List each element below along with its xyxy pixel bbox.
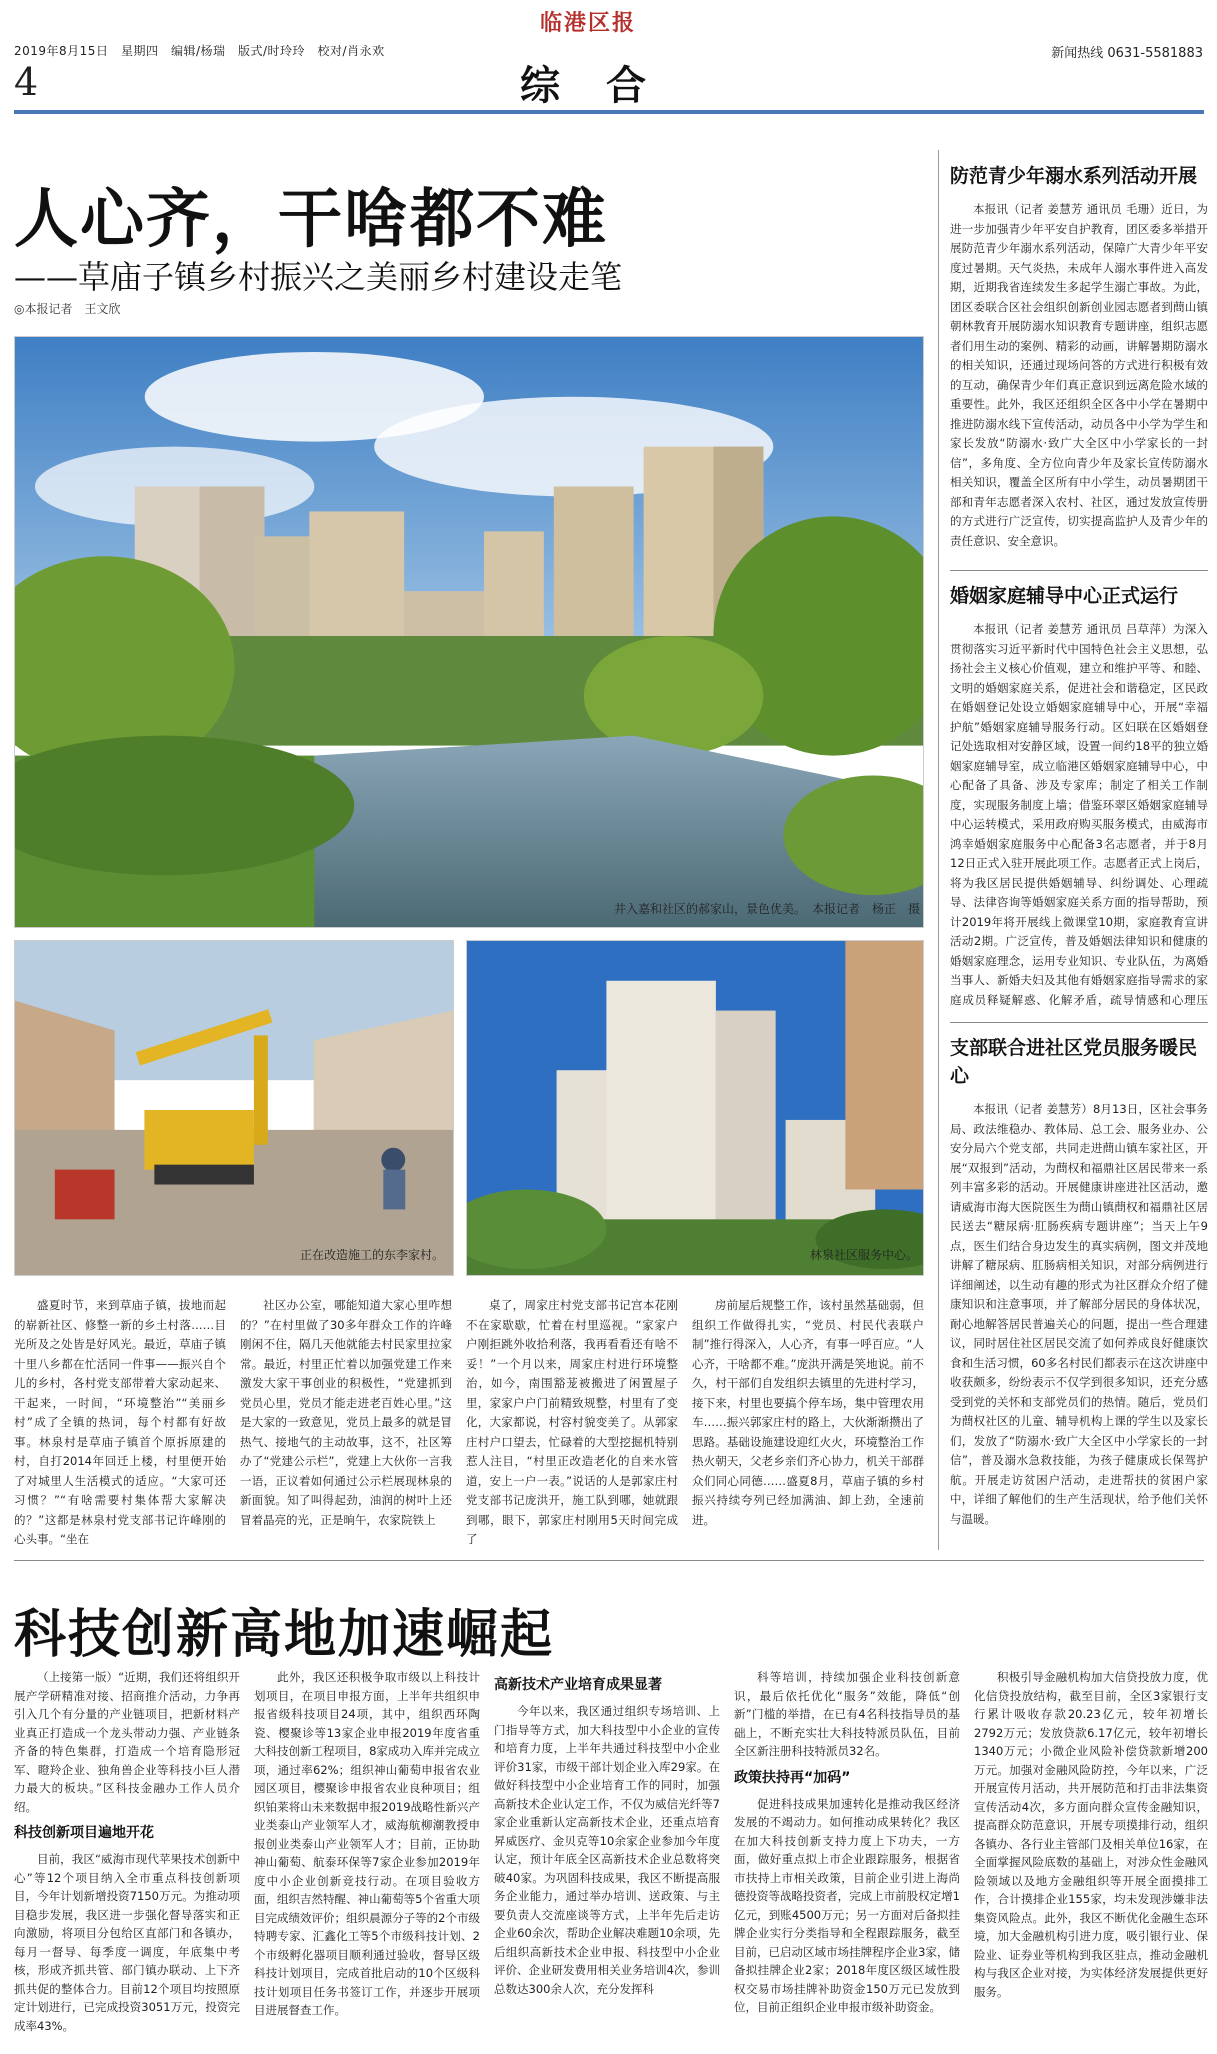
side-divider-1 — [950, 570, 1208, 571]
photo2-caption: 正在改造施工的东李家村。 — [299, 1248, 444, 1262]
side2-text: 本报讯（记者 姜慧芳 通讯员 吕草萍）为深入贯彻落实习近平新时代中国特色社会主义思想，弘扬社会主义核心价值观，建立和维护平等、和睦、文明的婚姻家庭关系，促进社会和谐稳定，区民政在婚姻登记处设立婚姻家庭辅导中心，开展“幸福护航”婚姻家庭辅导服务行动。区妇联在区婚姻登记处选取相对安静区域，设置一间约18平的独立婚姻家庭辅导室，成立临港区婚姻家庭辅导中心，中心配备了具备、涉及专家库；制定了相关工作制度，实现服务制度上墙；借鉴环翠区婚姻家庭辅导中心运转模式，采用政府购买服务模式，由威海市鸿幸婚姻家庭服务中心配备3名志愿者，并于8月12日正式入驻开展此项工作。志愿者正式上岗后，将为我区居民提供婚姻辅导、纠纷调处、心理疏导、法律咨询等婚姻家庭关系方面的指导帮助，预计2019年将开展线上微课堂10期，家庭教育宣讲活动2期。广泛宣传，普及婚姻法律知识和健康的婚姻家庭理念，运用专业知识、专业队伍，为离婚当事人、新婚夫妇及其他有婚姻家庭指导需求的家庭成员释疑解惑、化解矛盾，疏导情感和心理压 — [950, 622, 1208, 1007]
tech-column-5 — [974, 1668, 1208, 2040]
header-rule — [14, 110, 1204, 114]
tech-column-2 — [254, 1668, 480, 2040]
side-divider-2 — [950, 1022, 1208, 1023]
tech-col4-text: 科等培训，持续加强企业科技创新意识，最后依托优化“服务”效能，降低“创新”门槛的举措，在已有4名科技指导员的基础上，不断充实壮大科技特派员队伍，目前全区新注册科技特派员32名。 — [734, 1670, 960, 1758]
main-subhead: ——草庙子镇乡村振兴之美丽乡村建设走笔 — [14, 258, 623, 296]
tech-subtitle-hightech: 高新技术产业培育成果显著 — [494, 1677, 662, 1693]
tech-column-1 — [14, 1668, 240, 2040]
tech-col5-text: 积极引导金融机构加大信贷投放力度，优化信贷投放结构，截至目前，全区3家银行支行累计吸收存款20.23亿元，较年初增长2792万元；发放贷款6.17亿元，较年初增长1340万元；小微企业风险补偿贷款新增200万元。加强对金融风险防控，今年以来，广泛开展宣传月活动，共开展防范和打击非法集资宣传活动4次，多方面向群众宣传金融知识，提高群众防范意识，开展专项摸排行动，组织各镇办、各行业主管部门及相关单位16家，在全面掌握风险底数的基础上，对涉众性金融风险领域以及地方金融组织等开展全面摸排工作，合计摸排企业155家，均未发现涉嫌非法集资风险点。此外，我区不断优化金融生态环境，加大金融机构引进力度，吸引银行业、保险业、证券业等机构到我区驻点，推动金融机构与我区企业对接，为实体经济发展提供更好服务。 — [974, 1670, 1208, 1999]
tech-column-4 — [734, 1668, 960, 2040]
main-headline: 人心齐，干啥都不难 — [14, 182, 608, 257]
section-rule — [14, 1560, 1204, 1561]
sidebar-article-drowning — [950, 162, 1208, 602]
sidebar-divider — [938, 150, 939, 1550]
photo-service-center — [466, 940, 924, 1276]
article-col3-text: 桌了，周家庄村党支部书记宫本花刚不在家歇歇，忙着在村里巡视。“家家户户刚拒跳外收拾利落，我再看看还有啥不妥！”一个月以来，周家庄村进行环境整治，如今，南围豁茏被搬进了闲置屋子里，家家户户门前精致规整，村里有了变化，大家都说，村容村貌变美了。从郭家庄村户口望去，忙碌着的大型挖掘机特别惹人注目，“村里正改造老化的自来水管道，安上一户一表。”说话的人是郭家庄村党支部书记庞洪开，施工队到哪，她就跟到哪，眼下，郭家庄村刚用5天时间完成了 — [466, 1298, 678, 1546]
tech-col2-text: 此外，我区还积极争取市级以上科技计划项目，在项目申报方面，上半年共组织申报省级科技项目24项，其中，组织西环陶瓷、樱聚诊等13家企业申报2019年度省重大科技创新工程项目，8家成功入库并完成立项，通过率62%；组织神山葡萄申报省农业园区项目，樱聚诊申报省农业良种项目；组织铂莱将山未来数据申报2019战略性新兴产业类泰山产业领军人才，威海航柳潮教授申报创业类泰山产业领军人才；目前，正协助神山葡萄、航泰环保等7家企业参加2019年度中小企业创新竞技行动。在项目验收方面，组织吉然特醒、神山葡萄等5个省重大项目完成绩效评价；组织晨源分子等的2个市级特聘专家、汇鑫化工等5个市级科技计划、2个市级孵化器项目顺利通过验收，督导区级科技计划项目，完成首批启动的10个区级科技计划项目任务书签订工作，并逐步开展项目进展督查工作。 — [254, 1670, 480, 2017]
side1-title: 防范青少年溺水系列活动开展 — [950, 165, 1198, 187]
side3-text: 本报讯（记者 姜慧芳）8月13日，区社会事务局、政法维稳办、教体局、总工会、服务业办、公安分局六个党支部，共同走进蔄山镇车家社区，开展“双报到”活动，为蔄权和福鼎社区居民带来一系列丰富多彩的活动。开展健康讲座进社区活动，邀请威海市海大医院医生为蔄山镇蔄权和福鼎社区居民送去“糖尿病·肛肠疾病专题讲座”；当天上午9点，医生们结合身边发生的真实病例，图文并茂地讲解了糖尿病、肛肠病相关知识，对部分病例进行详细阐述，以生动有趣的形式为社区群众介绍了健康知识和注意事项，并了解部分居民的身体状况，耐心地解答居民普遍关心的问题，提出一些合理建议，同时居住社区居民交流了如何养成良好健康饮食和生活习惯，60多名村民们都表示在这次讲座中收获颇多，纷纷表示不仅学到很多知识，还充分感受到党的关怀和支部党员们的热情。随后，党员们为蔄权社区的儿童、辅导机构上课的学生以及家长们，发放了“防溺水·致广大全区中小学家长的一封信”，普及溺水急救技能，为孩子健康成长保驾护航。开展走访贫困户活动，走进帮扶的贫困户家中，详细了解他们的生产生活现状，给予他们关怀与温暖。 — [950, 1102, 1208, 1526]
sidebar-article-community — [950, 1034, 1208, 1546]
tech-subtitle-policy: 政策扶持再“加码” — [734, 1769, 851, 1786]
masthead: 临港区报 — [540, 10, 637, 36]
tech-col4-body: 促进科技成果加速转化是推动我区经济发展的不竭动力。如何推动成果转化？我区在加大科技创新支持力度上下功夫，一方面，做好重点拟上市企业跟踪服务，根据省市扶持上市相关政策，目前企业引进上海尚德投资等战略投资者，完成上市前股权定增1亿元，到账4500万元；另一方面对后备拟挂牌企业实行分类指导和全程跟踪服务，截至目前，已启动区域市场挂牌程序企业3家，储备拟挂牌企业2家；2018年度区级区域性股权交易市场挂牌补助资金150万元已发放到位，目前正组织企业申报市级补助资金。 — [734, 1796, 960, 2014]
article-col1-text: 盛夏时节，来到草庙子镇，拔地而起的崭新社区、修整一新的乡土村落……目光所及之处皆是好风光。最近，草庙子镇十里八乡都在忙活同一件事——振兴自个儿的乡村，各村党支部带着大家动起来、干起来，一时间，“环境整治”“美丽乡村”成了全镇的热词，每个村都有好故事。林泉村是草庙子镇首个原拆原建的村，自打2014年回迁上楼，村里便开始了对城里人生活模式的适应。“大家可还习惯？”“有啥需要村集体帮大家解决的？”这都是林泉村党支部书记许峰刚的心头事。“坐在 — [14, 1298, 226, 1546]
page-number: 4 — [14, 60, 39, 104]
side1-text: 本报讯（记者 姜慧芳 通讯员 毛珊）近日，为进一步加强青少年平安自护教育，团区委多举措开展防范青少年溺水系列活动，保障广大青少年平安度过暑期。天气炎热，未成年人溺水事件进入高发期，近期我省连续发生多起学生溺亡事故。为此，团区委联合区社会组织创新创业园志愿者到蔄山镇朝林教育开展防溺水知识教育专题讲座，组织志愿者们用生动的案例、精彩的动画，讲解暑期防溺水的相关知识，还通过现场问答的方式进行积极有效的互动，确保青少年们真正意识到远离危险水域的重要性。此外，我区还组织全区各中小学在暑期中推进防溺水线下宣传活动，动员各中小学为学生和家长发放“防溺水·致广大全区中小学家长的一封信”，多角度、全方位向青少年及家长宣传防溺水相关知识，覆盖全区所有中小学生，动员暑期团干部和青年志愿者深入农村、社区，通过发放宣传册的方式进行广泛宣传，切实提高监护人及青少年的责任意识、安全意识。 — [950, 202, 1208, 548]
sidebar-article-marriage — [950, 582, 1208, 1012]
tech-col3-text: 今年以来，我区通过组织专场培训、上门指导等方式，加大科技型中小企业的宣传和培育力度，上半年共通过科技型中小企业评价31家，市级干部计划企业入库29家。在做好科技型中小企业培育工作的同时，加强高新技术企业认定工作，不仅为威信光纤等7家企业重新认定高新技术企业，还重点培育昇威医疗、金贝克等10余家企业参加今年度认定，预计年底全区高新技术企业总数将突破40家。为巩固科技成果，我区不断提高服务企业能力，通过举办培训、送政策、与主要负责人交流座谈等方式，上半年先后走访企业60余次，帮助企业解决难题10余项，先后组织高新技术企业申报、科技型中小企业评价、企业研发费用相关业务培训4次，参训总数达300余人次，充分发挥科 — [494, 1704, 720, 1996]
sidebar — [950, 150, 1208, 1545]
issue-meta: 2019年8月15日 星期四 编辑/杨瑞 版式/时玲玲 校对/肖永欢 — [14, 44, 385, 58]
tech-col1-body: 目前，我区“威海市现代苹果技术创新中心”等12个项目纳入全市重点科技创新项目，今年计划新增投资7150万元。为推动项目稳步发展，我区进一步强化督导落实和正向激励，将项目分包给区直部门和各镇办，每月一督导、每季度一调度，年底集中考核，形成齐抓共管、部门镇办联动、上下齐抓共促的整体合力。目前12个项目均按照原定计划进行，已完成投资3051万元，投资完成率43%。 — [14, 1852, 240, 2033]
side2-body — [950, 620, 1208, 1012]
photo-community-lake — [14, 336, 924, 928]
section-title: 综合 — [520, 62, 692, 109]
article-column-4 — [692, 1296, 924, 1548]
page-header — [0, 0, 1217, 120]
article-col4-text: 房前屋后规整工作，该村虽然基础弱，但组织工作做得扎实，“党员、村民代表联户制”推行得深入，人心齐，有事一呼百应。“人心齐，干啥都不难。”庞洪开满是笑地说。前不久，村干部们自发组织去镇里的先进村学习，接下来，村里也要搞个停车场，集中管理农用车……振兴郭家庄村的路上，大伙渐渐攒出了思路。基础设施建设迎红火火，环境整治工作热火朝天，父老乡亲们齐心协力，机关干部群众们同心同德……盛夏8月，草庙子镇的乡村振兴持续夸列已经加满油、卸上劲，全速前进。 — [692, 1298, 924, 1527]
side3-body — [950, 1100, 1208, 1529]
side2-title: 婚姻家庭辅导中心正式运行 — [950, 585, 1179, 607]
side3-title: 支部联合进社区党员服务暖民心 — [950, 1037, 1198, 1087]
byline: ◎本报记者 王文欣 — [14, 302, 121, 316]
article-column-1 — [14, 1296, 226, 1548]
tech-column-3 — [494, 1668, 720, 2040]
photo1-caption: 井入嘉和社区的郝家山，景色优美。 本报记者 杨正 摄 — [613, 902, 920, 916]
tech-col1-text: （上接第一版）“近期，我们还将组织开展产学研精准对接、招商推介活动，力争再引入几个有分量的产业链项目，把新材料产业真正打造成一个龙头带动力强、产业链条齐备的特色集群，打造成一个培育隐形冠军、瞪羚企业、独角兽企业等科技小巨人潜力最大的板块。”区科技金融办工作人员介绍。 — [14, 1670, 240, 1814]
side1-body — [950, 200, 1208, 551]
article-column-2 — [240, 1296, 452, 1548]
article-column-3 — [466, 1296, 678, 1548]
news-hotline: 新闻热线 0631-5581883 — [1051, 46, 1203, 61]
photo-construction-village — [14, 940, 454, 1276]
tech-subtitle-projects: 科技创新项目遍地开花 — [14, 1825, 154, 1841]
article-col2-text: 社区办公室，哪能知道大家心里咋想的？”在村里做了30多年群众工作的许峰刚闲不住，隔几天他就能去村民家里拉家常。最近，村里正忙着以加强党建工作来激发大家干事创业的积极性，“党建抓到党员心里，党员才能走进老百姓心里。”这是大家的一致意见，党员上最多的就是冒热气、接地气的主动故事，这不，社区筹办了“党建公示栏”，党建上大伙你一言我一语，正议着如何通过公示栏展现林泉的新面貌。知了叫得起劲，油润的树叶上还冒着晶亮的光，正是晌午，农家院铁上 — [240, 1298, 452, 1527]
photo3-caption: 林泉社区服务中心。 — [809, 1248, 918, 1262]
second-headline: 科技创新高地加速崛起 — [14, 1604, 555, 1665]
